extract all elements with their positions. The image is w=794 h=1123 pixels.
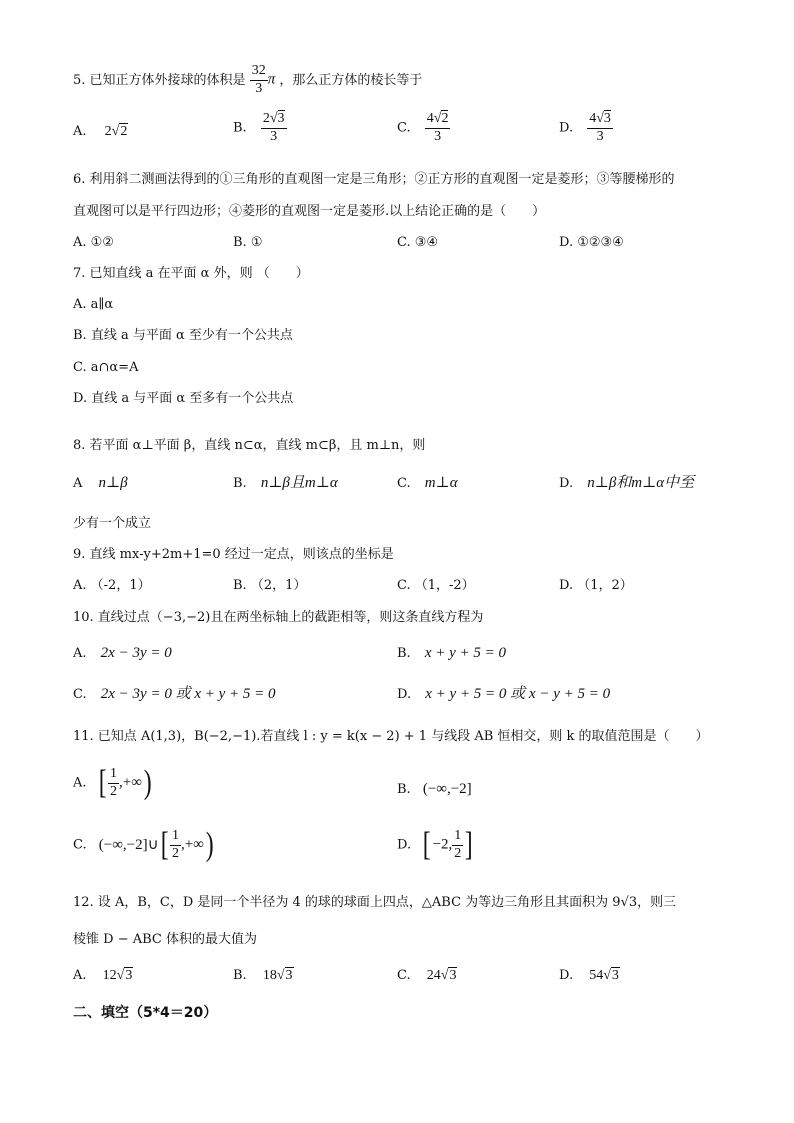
- q11-c-den: 2: [171, 845, 179, 861]
- q5-c-label: C.: [397, 120, 411, 136]
- q12-c-rad: 3: [449, 968, 457, 983]
- q12-c-label: C.: [397, 968, 411, 983]
- q5-b-num-rad: 3: [277, 111, 285, 126]
- q5-vol-num: 32: [250, 64, 268, 81]
- q12-c-coef: 24: [426, 968, 441, 983]
- q11-a-den: 2: [110, 783, 117, 799]
- q6-line1: 6. 利用斜二测画法得到的①三角形的直观图一定是三角形；②正方形的直观图一定是菱形；③等腰梯形的: [73, 172, 675, 187]
- q5-d-fraction: $\frac{4√3}{3}$: [589, 111, 611, 144]
- q11-c-num: 1: [170, 829, 181, 846]
- q5-d-den: 3: [596, 128, 604, 144]
- q11-d-head: −2,: [432, 836, 453, 853]
- q5-b-den: 3: [270, 128, 278, 144]
- q11-c-open-bracket: [: [160, 826, 169, 863]
- q11-c-head: (−∞,−2]∪: [98, 836, 159, 853]
- q11-option-c: [73, 828, 215, 862]
- q11-a-tail: ,+∞: [119, 774, 142, 791]
- q11-a-open-bracket: [: [98, 764, 107, 801]
- q11-c-fraction: [170, 829, 181, 861]
- q10-b-label: B.: [397, 646, 411, 661]
- q5-option-b: [233, 112, 287, 144]
- q12-d-rad: 3: [611, 968, 619, 983]
- q5-b-num-coef: 2: [262, 111, 270, 126]
- q12-b-rad: 3: [285, 968, 293, 983]
- q8-option-a: [73, 476, 128, 491]
- q12-b-label: B.: [233, 968, 247, 983]
- q11-d-den: 2: [454, 845, 462, 861]
- q5-option-a: A. 2√2: [73, 124, 128, 139]
- q8-b-text: n⊥β且m⊥α: [260, 475, 338, 491]
- q8-d-label: D.: [559, 476, 574, 491]
- q12-b-coef: 18: [262, 968, 277, 983]
- q12-option-b: B. 18√3: [233, 968, 293, 983]
- q10-option-d: [397, 687, 610, 702]
- q10-b-text: x + y + 5 = 0: [424, 645, 507, 661]
- q7-option-a: A. a∥α: [73, 297, 114, 312]
- q11-b-label: B.: [397, 782, 411, 797]
- q12-d-coef: 54: [589, 968, 604, 983]
- q11-option-b: [397, 782, 472, 797]
- q10-a-text: 2x − 3y = 0: [100, 645, 172, 661]
- q11-d-fraction: [452, 829, 463, 861]
- q8-option-c: [397, 476, 458, 491]
- q8-c-text: m⊥α: [424, 475, 458, 491]
- q5-option-c: [397, 112, 450, 144]
- q8-d-text: n⊥β和m⊥α中至: [587, 475, 695, 491]
- q11-d-num: 1: [452, 829, 463, 846]
- q11-a-close-paren: ): [143, 764, 152, 801]
- q12-d-label: D.: [559, 968, 574, 983]
- q9-option-d: D. （1，2）: [559, 578, 633, 593]
- q12-line1: 12. 设 A，B，C，D 是同一个半径为 4 的球的球面上四点，△ABC 为等边三角形且其面积为 9√3，则三: [73, 895, 677, 910]
- q10-c-label: C.: [73, 687, 87, 702]
- q6-option-d: D. ①②③④: [559, 235, 624, 250]
- q8-option-d: [559, 476, 694, 491]
- q7-option-d: D. 直线 a 与平面 α 至多有一个公共点: [73, 391, 294, 406]
- q9-stem: 9. 直线 mx-y+2m+1=0 经过一定点，则该点的坐标是: [73, 547, 394, 562]
- q9-option-b: B. （2，1）: [233, 578, 307, 593]
- q11-d-open-bracket: [: [422, 826, 431, 863]
- q5-d-num-coef: 4: [589, 111, 597, 126]
- q9-option-a: A. （-2，1）: [73, 578, 151, 593]
- q12-option-c: C. 24√3: [397, 968, 457, 983]
- q12-a-coef: 12: [102, 968, 117, 983]
- q12-a-rad: 3: [125, 968, 133, 983]
- q11-a-fraction: [108, 767, 119, 799]
- q5-vol-den: 3: [255, 80, 263, 96]
- q10-c-text: 2x − 3y = 0 或 x + y + 5 = 0: [100, 686, 276, 702]
- q9-option-c: C. （1，-2）: [397, 578, 475, 593]
- q8-option-d-continued: 少有一个成立: [73, 516, 152, 531]
- q10-option-b: [397, 646, 506, 661]
- q12-line2: 棱锥 D − ABC 体积的最大值为: [73, 932, 257, 947]
- q8-a-label: A: [73, 476, 83, 491]
- q5-c-den: 3: [434, 128, 442, 144]
- q8-b-label: B.: [233, 476, 247, 491]
- q5-stem-prefix: 5. 已知正方体外接球的体积是: [73, 72, 246, 88]
- q5-stem: [73, 64, 422, 96]
- q5-option-d: [559, 112, 613, 144]
- section-heading: 二、填空（5*4＝20）: [73, 1005, 218, 1021]
- q5-b-label: B.: [233, 120, 247, 136]
- q10-option-c: [73, 687, 276, 702]
- q6-option-b: B. ①: [233, 235, 263, 250]
- q5-b-fraction: $\frac{2√3}{3}$: [262, 111, 285, 144]
- q10-d-label: D.: [397, 687, 412, 702]
- q6-option-c: C. ③④: [397, 235, 439, 250]
- q11-d-close-bracket: ]: [464, 826, 473, 863]
- q8-a-text: n⊥β: [98, 475, 128, 491]
- q5-c-num-rad: 2: [441, 111, 449, 126]
- q5-c-num-coef: 4: [426, 111, 434, 126]
- q7-stem: 7. 已知直线 a 在平面 α 外，则 （ ）: [73, 266, 309, 281]
- q11-d-label: D.: [397, 837, 412, 853]
- q10-d-text: x + y + 5 = 0 或 x − y + 5 = 0: [425, 686, 611, 702]
- q10-a-label: A.: [73, 646, 87, 661]
- q8-option-b: [233, 476, 338, 491]
- q11-option-d: [397, 828, 475, 862]
- q11-option-a: [73, 766, 153, 800]
- q11-b-text: (−∞,−2]: [422, 781, 472, 797]
- q11-c-tail: ,+∞: [180, 836, 204, 853]
- q5-c-fraction: $\frac{4√2}{3}$: [426, 111, 449, 144]
- q8-stem: 8. 若平面 α⊥平面 β，直线 n⊂α，直线 m⊂β，且 m⊥n，则: [73, 438, 426, 453]
- q11-c-close-paren: ): [205, 826, 214, 863]
- q12-option-d: D. 54√3: [559, 968, 619, 983]
- q5-a-rad: 2: [120, 124, 128, 139]
- q10-stem: 10. 直线过点（−3,−2)且在两坐标轴上的截距相等，则这条直线方程为: [73, 610, 484, 625]
- q6-option-a: A. ①②: [73, 235, 114, 250]
- q11-c-label: C.: [73, 837, 87, 853]
- q5-d-label: D.: [559, 120, 574, 136]
- q5-d-num-rad: 3: [603, 111, 611, 126]
- q7-option-b: B. 直线 a 与平面 α 至少有一个公共点: [73, 328, 293, 343]
- q11-a-num: 1: [108, 767, 119, 784]
- q5-a-label: A.: [73, 124, 87, 139]
- q6-line2: 直观图可以是平行四边形；④菱形的直观图一定是菱形.以上结论正确的是（ ）: [73, 204, 546, 219]
- q5-volume-fraction: [250, 64, 268, 96]
- q7-option-c: C. a∩α=A: [73, 360, 139, 375]
- q12-option-a: A. 12√3: [73, 968, 133, 983]
- q12-a-label: A.: [73, 968, 87, 983]
- q10-option-a: [73, 646, 172, 661]
- q11-stem: 11. 已知点 A(1,3)，B(−2,−1).若直线 l : y = k(x − 2) + 1 与线段 AB 恒相交，则 k 的取值范围是（ ）: [73, 729, 709, 744]
- q5-vol-pi: π: [267, 71, 276, 88]
- q5-a-coef: 2: [104, 124, 112, 139]
- q11-a-label: A.: [73, 775, 87, 791]
- q8-c-label: C.: [397, 476, 411, 491]
- q5-stem-suffix: ，那么正方体的棱长等于: [279, 72, 423, 88]
